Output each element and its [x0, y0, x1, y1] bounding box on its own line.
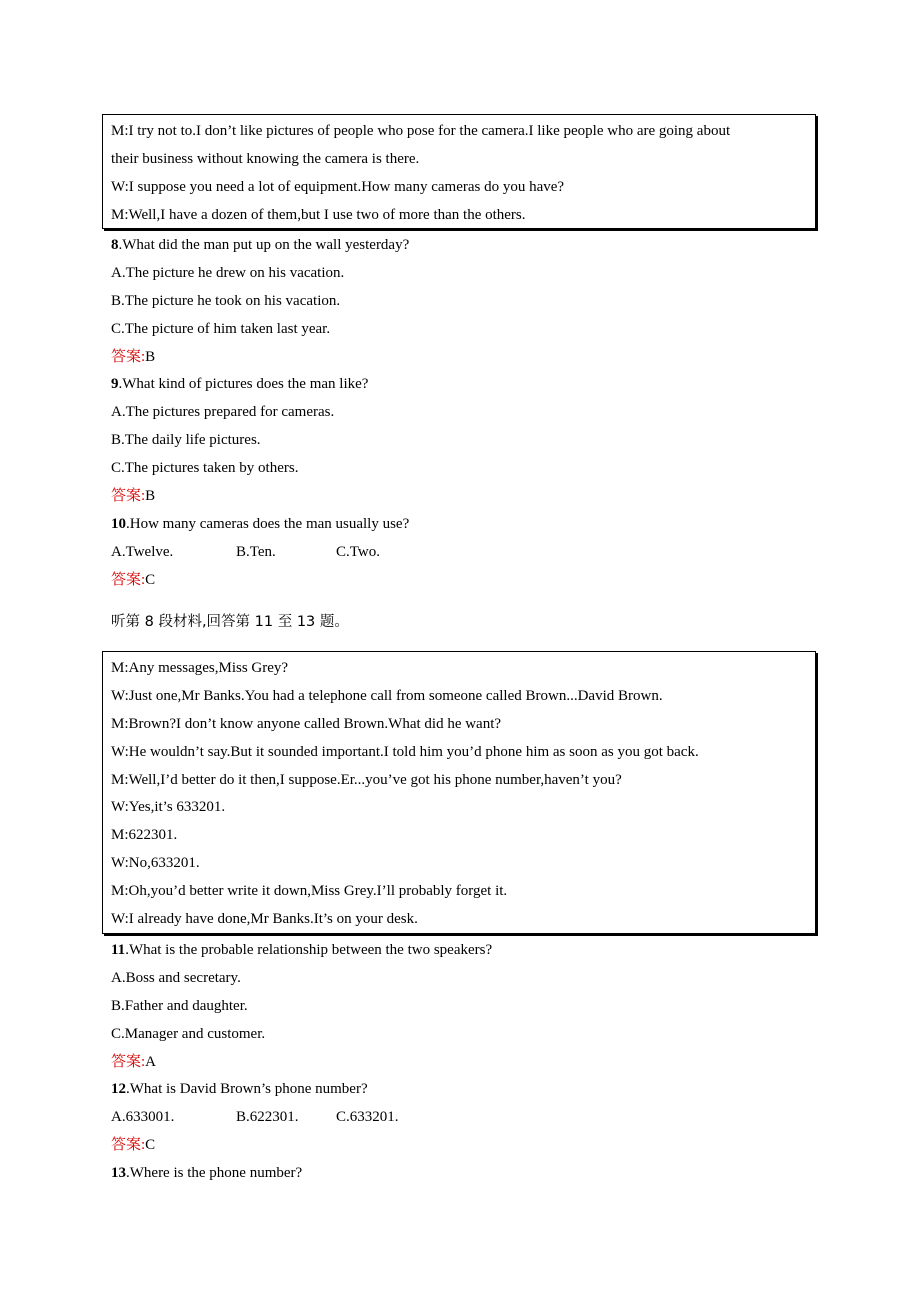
dialogue-line: M:622301. — [111, 827, 178, 844]
dialogue-line: M:Any messages,Miss Grey? — [111, 660, 289, 676]
section-heading: 听第 8 段材料,回答第 11 至 13 题。 — [111, 614, 349, 630]
answer-value: B — [145, 488, 156, 505]
dialogue-line: their business without knowing the camera is there. — [111, 150, 420, 167]
question-9 — [111, 371, 409, 399]
question-number: 10 — [111, 515, 126, 532]
option: B.Father and daughter. — [111, 997, 248, 1014]
dialogue-line: W:I suppose you need a lot of equipment.How many cameras do you have? — [111, 178, 565, 195]
answer-value: C — [145, 571, 156, 588]
option: C.Two. — [336, 543, 380, 560]
option: A.Twelve. — [111, 543, 174, 560]
answer-value: A — [145, 1053, 157, 1070]
question-text: .How many cameras does the man usually use? — [126, 515, 410, 532]
dialogue-line: M:Oh,you’d better write it down,Miss Grey.I’ll probably forget it. — [111, 883, 508, 900]
answer-label: 答案: — [111, 1053, 146, 1070]
question-text: .What is David Brown’s phone number? — [126, 1081, 368, 1098]
options-row — [111, 539, 409, 567]
option: A.The picture he drew on his vacation. — [111, 264, 345, 281]
question-number: 13 — [111, 1165, 126, 1182]
option: A.Boss and secretary. — [111, 969, 241, 986]
dialogue-line: M:Well,I’d better do it then,I suppose.Er...you’ve got his phone number,haven’t you? — [111, 771, 622, 788]
question-8 — [111, 232, 409, 260]
question-text: .Where is the phone number? — [126, 1165, 303, 1182]
dialogue-line: W:Yes,it’s 633201. — [111, 799, 226, 816]
options-row — [111, 1104, 492, 1132]
answer-value: C — [145, 1137, 156, 1154]
answer-label: 答案: — [111, 488, 146, 505]
answer-10 — [111, 567, 409, 595]
questions-8-10 — [111, 232, 409, 595]
answer-label: 答案: — [111, 1137, 146, 1154]
questions-11-13 — [111, 937, 492, 1188]
question-number: 9 — [111, 376, 119, 393]
option: A.633001. — [111, 1109, 175, 1126]
answer-label: 答案: — [111, 348, 146, 365]
question-text: .What is the probable relationship between the two speakers? — [125, 942, 493, 958]
dialogue-line: M:I try not to.I don’t like pictures of people who pose for the camera.I like people who are going about — [111, 123, 731, 139]
option: C.The picture of him taken last year. — [111, 320, 331, 337]
question-number: 12 — [111, 1081, 126, 1098]
dialogue-line: W:Just one,Mr Banks.You had a telephone call from someone called Brown...David Brown. — [111, 687, 663, 704]
answer-11 — [111, 1049, 492, 1077]
option: A.The pictures prepared for cameras. — [111, 404, 335, 421]
question-11 — [111, 937, 492, 965]
option: B.Ten. — [236, 543, 276, 560]
answer-12 — [111, 1132, 492, 1160]
question-text: .What did the man put up on the wall yesterday? — [118, 237, 410, 253]
dialogue-line: W:No,633201. — [111, 855, 200, 872]
question-10 — [111, 511, 409, 539]
question-12 — [111, 1076, 492, 1104]
dialogue-line: M:Brown?I don’t know anyone called Brown.What did he want? — [111, 715, 502, 732]
dialogue-line: W:He wouldn’t say.But it sounded important.I told him you’d phone him as soon as you got back. — [111, 743, 699, 760]
dialogue-box-2 — [102, 651, 816, 934]
answer-label: 答案: — [111, 571, 146, 588]
dialogue-line: M:Well,I have a dozen of them,but I use two of more than the others. — [111, 206, 526, 223]
option: C.The pictures taken by others. — [111, 460, 299, 477]
option: B.The picture he took on his vacation. — [111, 292, 341, 309]
option: C.633201. — [336, 1109, 399, 1126]
question-number: 11 — [111, 942, 126, 958]
dialogue-box-1 — [102, 114, 816, 229]
option: C.Manager and customer. — [111, 1025, 266, 1042]
option: B.The daily life pictures. — [111, 432, 261, 449]
answer-value: B — [145, 348, 156, 365]
dialogue-line: W:I already have done,Mr Banks.It’s on your desk. — [111, 911, 418, 928]
option: B.622301. — [236, 1109, 299, 1126]
answer-9 — [111, 483, 409, 511]
question-13 — [111, 1160, 492, 1188]
question-number: 8 — [111, 237, 119, 253]
question-text: .What kind of pictures does the man like? — [118, 376, 369, 393]
answer-8 — [111, 344, 409, 372]
